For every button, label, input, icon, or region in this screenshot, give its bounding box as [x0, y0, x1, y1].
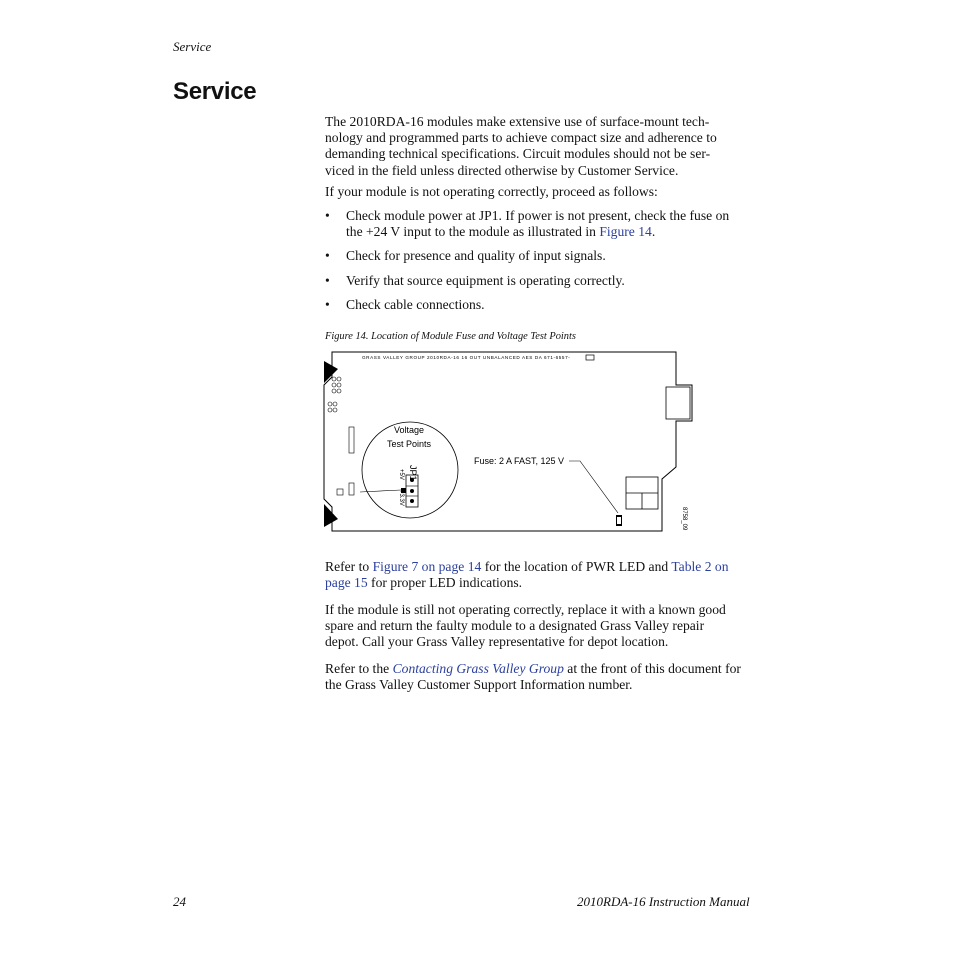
- voltage-label: Voltage: [393, 425, 425, 435]
- board-label-box: [586, 355, 594, 360]
- pin-3v3-label: +3.3V: [398, 490, 404, 506]
- fuse-label: Fuse: 2 A FAST, 125 V: [474, 456, 565, 466]
- pin-5v-label: +5V: [398, 469, 404, 480]
- board-outline: [324, 352, 692, 531]
- list-item-line: [346, 224, 765, 240]
- list-item-line: • Check module power at JP1. If power is not present, check the fuse on: [346, 208, 730, 223]
- intro-line: nology and programmed parts to achieve compact size and adherence to: [325, 130, 717, 146]
- list-item: • Check for presence and quality of input signals.: [325, 248, 765, 264]
- support-paragraph: [325, 661, 765, 693]
- procedure-list: [325, 208, 765, 321]
- list-item-text: .: [651, 224, 656, 240]
- text: Refer to the: [325, 661, 393, 676]
- figure-caption: Figure 14. Location of Module Fuse and Voltage Test Points: [325, 331, 576, 342]
- list-item: • Check cable connections.: [325, 297, 765, 313]
- text: for the location of PWR LED and: [481, 559, 672, 574]
- support-line: the Grass Valley Customer Support Information number.: [325, 677, 633, 693]
- power-connector: [626, 477, 658, 509]
- table-2-link-cont[interactable]: page 15: [325, 575, 368, 591]
- led-reference-paragraph: [325, 559, 765, 591]
- bottom-connector-notch: [324, 504, 338, 527]
- module-board-diagram: [322, 349, 694, 535]
- test-points-label: Test Points: [386, 439, 432, 449]
- intro-paragraph: [325, 114, 765, 179]
- drawing-id: 8758_09: [681, 507, 687, 531]
- left-components: [328, 377, 354, 495]
- replacement-line: spare and return the faulty module to a designated Grass Valley repair: [325, 618, 705, 634]
- edge-component: [666, 387, 690, 419]
- replacement-paragraph: [325, 602, 765, 651]
- intro-line: demanding technical specifications. Circuit modules should not be ser-: [325, 146, 711, 162]
- intro-line: viced in the field unless directed otherwise by Customer Service.: [325, 162, 679, 178]
- table-2-link[interactable]: Table 2 on: [671, 559, 729, 574]
- text: Refer to: [325, 559, 373, 574]
- figure-7-link[interactable]: Figure 7 on page 14: [372, 559, 482, 574]
- page-title: Service: [173, 78, 257, 105]
- led-reference-line: [325, 575, 765, 591]
- figure-14-link[interactable]: Figure 14: [599, 224, 652, 240]
- board-silkscreen-label: GRASS VALLEY GROUP 2010RDA-16 16 OUT UNBALANCED AES DA 671-6557-: [362, 355, 571, 360]
- running-head: Service: [173, 39, 212, 54]
- text: at the front of this document for: [563, 661, 741, 676]
- jp1-label: JP1: [408, 465, 418, 481]
- replacement-line: depot. Call your Grass Valley representative for depot location.: [325, 634, 669, 650]
- page-number: 24: [173, 894, 186, 909]
- support-line: [325, 661, 765, 677]
- contacting-grass-valley-link[interactable]: Contacting Grass Valley Group: [392, 661, 564, 676]
- fuse-component-inner: [617, 517, 621, 524]
- intro-line: The 2010RDA-16 modules make extensive use of surface-mount tech-: [325, 114, 710, 129]
- list-item-text: the +24 V input to the module as illustrated in: [346, 224, 600, 240]
- replacement-line: If the module is still not operating correctly, replace it with a known good: [325, 602, 726, 617]
- procedure-intro: If your module is not operating correctly, proceed as follows:: [325, 184, 658, 199]
- led-reference-line: [325, 559, 765, 575]
- list-item: [325, 208, 765, 240]
- manual-title: 2010RDA-16 Instruction Manual: [577, 894, 750, 909]
- list-item: • Verify that source equipment is operating correctly.: [325, 273, 765, 289]
- fuse-leader-line: [569, 461, 618, 513]
- text: for proper LED indications.: [367, 575, 523, 591]
